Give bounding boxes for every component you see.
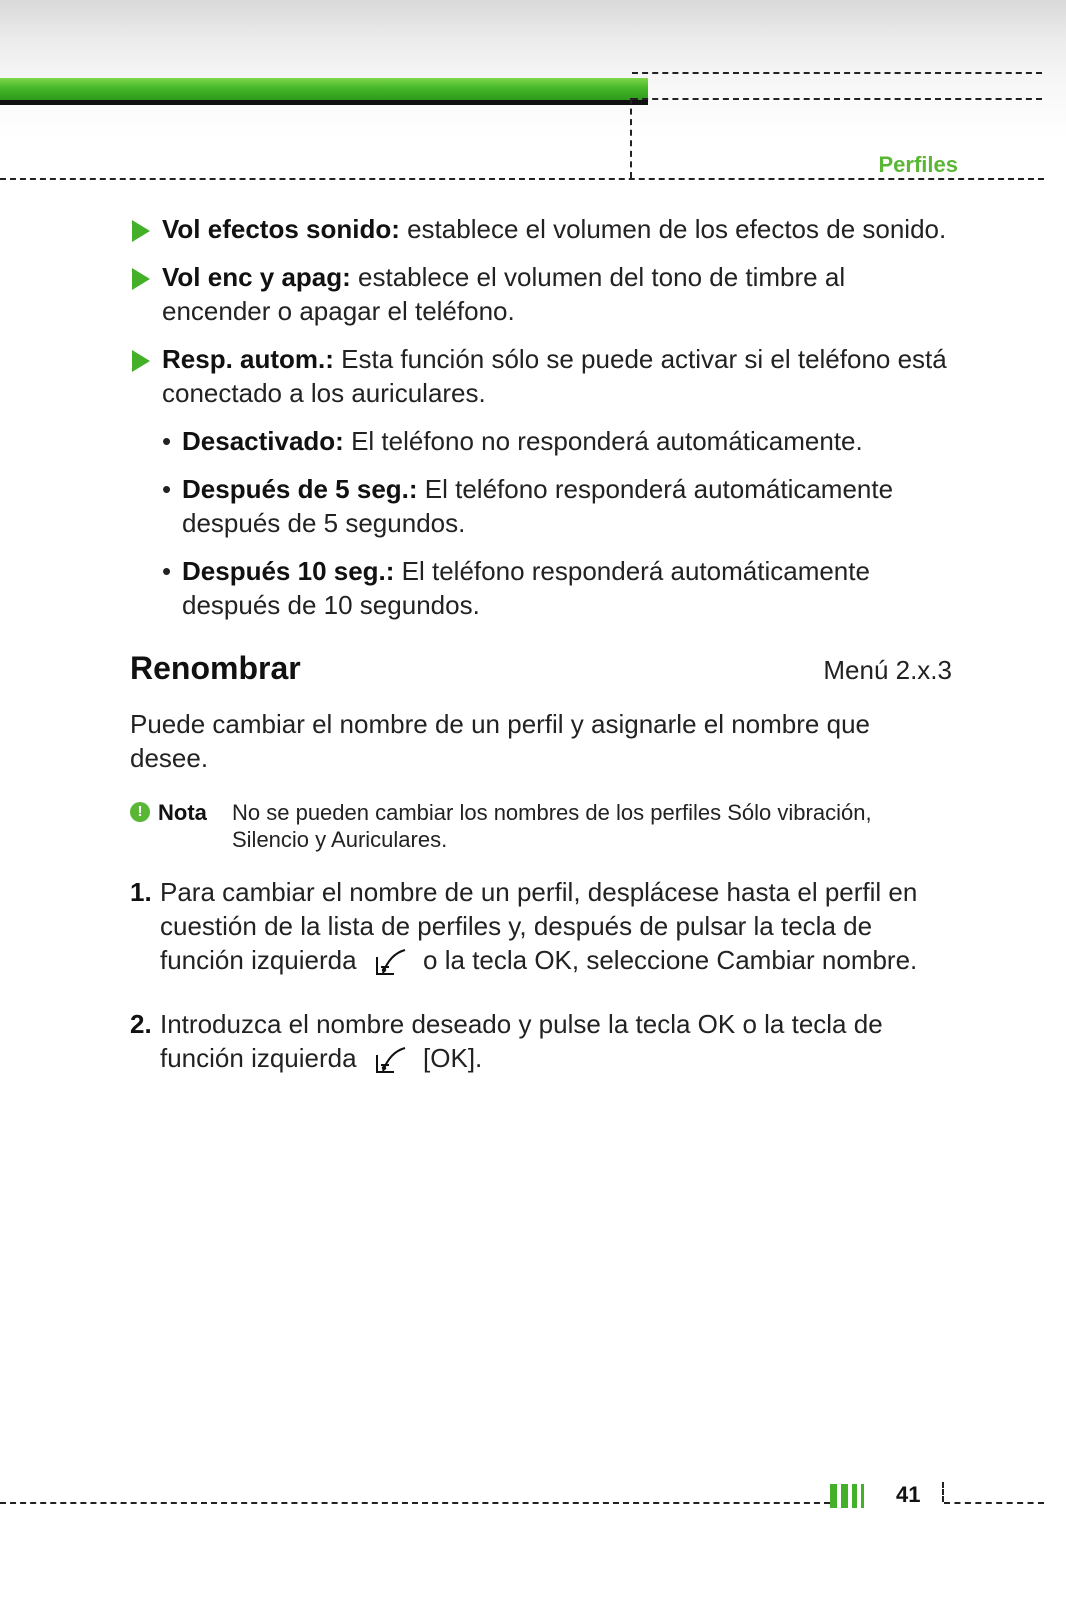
sub-item-desactivado xyxy=(162,424,950,458)
item-label: Resp. autom.: xyxy=(162,344,334,374)
footer-dash-right xyxy=(944,1502,1044,1504)
bullet-icon: • xyxy=(162,556,172,586)
section-heading-row xyxy=(130,650,950,687)
footer-tick xyxy=(942,1482,944,1502)
header-green-bar xyxy=(0,78,648,105)
sub-item-text: El teléfono no responderá automáticamente. xyxy=(343,426,863,456)
item-text: establece el volumen de los efectos de sonido. xyxy=(399,214,947,244)
sub-item-5-seg xyxy=(162,472,950,540)
sub-item-text: El teléfono responderá automáticamente después de 10 segundos. xyxy=(182,556,870,620)
section-intro: Puede cambiar el nombre de un perfil y asignarle el nombre que desee. xyxy=(130,709,870,773)
sub-item-label: Desactivado: xyxy=(182,426,344,456)
note-box xyxy=(130,799,950,853)
section-tab-label: Perfiles xyxy=(878,152,958,177)
footer-dash-left xyxy=(0,1502,830,1504)
menu-code: Menú 2.x.3 xyxy=(823,655,952,685)
step-number: 2. xyxy=(130,1009,152,1039)
step-text-after: o la tecla OK, seleccione Cambiar nombre. xyxy=(423,945,918,975)
note-exclamation-icon: ! xyxy=(130,802,150,822)
sub-item-10-seg xyxy=(162,554,950,622)
note-text: No se pueden cambiar los nombres de los perfiles Sólo vibración, Silencio y Auriculares. xyxy=(232,800,872,852)
step-2 xyxy=(130,1007,950,1083)
green-triangle-icon xyxy=(132,220,150,242)
item-text: establece el volumen del tono de timbre al encender o apagar el teléfono. xyxy=(162,262,846,326)
bullet-icon: • xyxy=(162,426,172,456)
page-number: 41 xyxy=(896,1482,921,1507)
green-triangle-icon xyxy=(132,268,150,290)
sub-list xyxy=(162,424,950,622)
page-content xyxy=(130,212,950,1083)
left-soft-key-icon xyxy=(374,1045,410,1083)
header-dash-mid xyxy=(632,98,1042,100)
note-label: Nota xyxy=(158,800,207,825)
list-item-vol-efectos xyxy=(130,212,950,246)
step-1 xyxy=(130,875,950,985)
header-dash-top xyxy=(632,72,1042,74)
step-number: 1. xyxy=(130,877,152,907)
item-text: Esta función sólo se puede activar si el teléfono está conectado a los auriculares. xyxy=(162,344,947,408)
header-dash-vertical xyxy=(630,98,632,178)
sub-item-label: Después 10 seg.: xyxy=(182,556,395,586)
list-item-vol-enc xyxy=(130,260,950,328)
section-title: Renombrar xyxy=(130,650,301,686)
item-label: Vol enc y apag: xyxy=(162,262,351,292)
header-dash-bottom xyxy=(0,178,1044,180)
step-text-before: Introduzca el nombre deseado y pulse la tecla OK o la tecla de función izquierda xyxy=(160,1009,883,1073)
step-text-after: [OK]. xyxy=(423,1043,483,1073)
item-label: Vol efectos sonido: xyxy=(162,214,400,244)
bullet-icon: • xyxy=(162,474,172,504)
sub-item-text: El teléfono responderá automáticamente después de 5 segundos. xyxy=(182,474,894,538)
list-item-resp-autom xyxy=(130,342,950,410)
left-soft-key-icon xyxy=(374,947,410,985)
step-text-before: Para cambiar el nombre de un perfil, desplácese hasta el perfil en cuestión de la lista de perfiles y, después de pulsar la tecla de función izquierda xyxy=(160,877,918,975)
sub-item-label: Después de 5 seg.: xyxy=(182,474,418,504)
green-triangle-icon xyxy=(132,350,150,372)
